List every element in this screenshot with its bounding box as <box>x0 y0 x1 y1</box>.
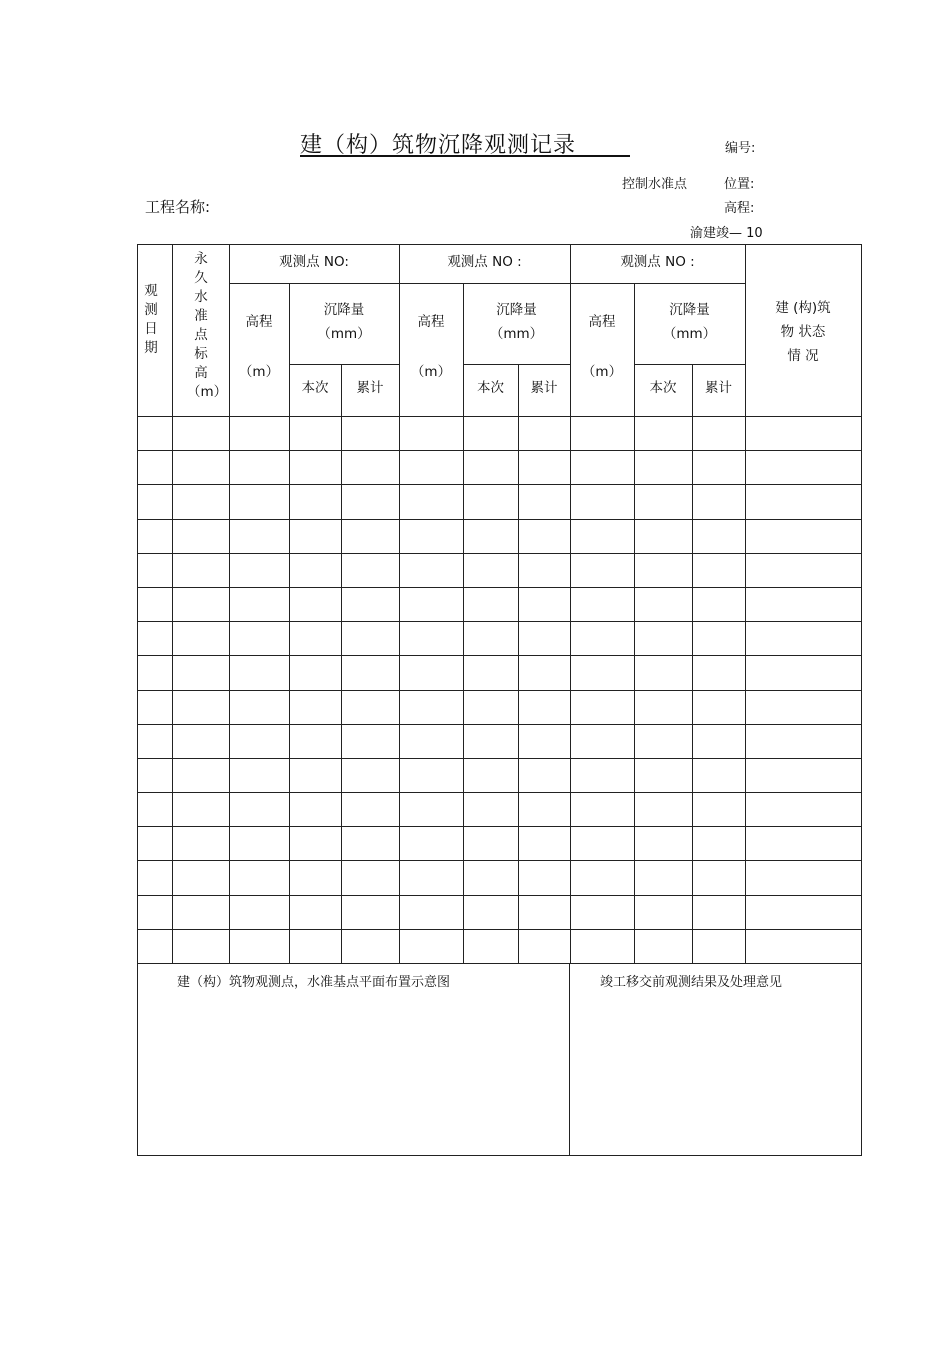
date-header-char: 日 <box>144 321 158 337</box>
observation-point-header: 观测点 NO: <box>279 254 349 270</box>
group-subheader-line <box>570 283 745 284</box>
position-label: 位置: <box>724 177 755 192</box>
settlement-subheader-line <box>463 364 570 365</box>
observation-point-header: 观测点 NO : <box>620 254 695 270</box>
current-settlement-header: 本次 <box>477 380 504 396</box>
benchmark-header-char: （m） <box>187 384 228 400</box>
status-line: 情 况 <box>787 348 819 364</box>
settlement-unit: （mm） <box>662 326 717 342</box>
date-header-char: 测 <box>144 302 158 318</box>
column-line <box>692 364 693 963</box>
cumulative-settlement-header: 累计 <box>530 380 558 396</box>
current-settlement-header: 本次 <box>649 380 677 396</box>
elevation-label: 高程: <box>724 201 755 216</box>
date-header-char: 期 <box>144 340 158 356</box>
table-row-line <box>137 963 862 964</box>
elevation-unit: （m） <box>410 364 452 380</box>
serial-number-label: 编号: <box>725 141 756 156</box>
benchmark-header-char: 久 <box>194 270 208 286</box>
project-name-label: 工程名称: <box>145 198 211 216</box>
table-right-border <box>861 244 862 964</box>
current-settlement-header: 本次 <box>301 380 329 396</box>
header-bottom-border <box>137 416 862 417</box>
settlement-subheader-line <box>634 364 745 365</box>
status-line: 建 (构)筑 <box>775 300 831 316</box>
table-row-line <box>137 792 862 793</box>
table-row-line <box>137 519 862 520</box>
table-row-line <box>137 655 862 656</box>
table-row-line <box>137 484 862 485</box>
table-top-border <box>137 244 862 245</box>
table-row-line <box>137 895 862 896</box>
table-row-line <box>137 621 862 622</box>
table-row-line <box>137 553 862 554</box>
benchmark-header-char: 点 <box>194 327 208 343</box>
table-left-border <box>137 244 138 1156</box>
group-subheader-line <box>229 283 399 284</box>
table-row-line <box>137 450 862 451</box>
table-row-line <box>137 860 862 861</box>
table-row-line <box>137 826 862 827</box>
observation-date-header <box>141 282 161 358</box>
group-subheader-line <box>399 283 570 284</box>
elevation-header: 高程 <box>245 314 273 330</box>
table-right-border <box>861 963 862 1156</box>
column-line <box>399 244 400 963</box>
benchmark-header-char: 水 <box>194 289 208 305</box>
control-point-label: 控制水准点 <box>622 177 688 192</box>
date-header-char: 观 <box>144 283 158 299</box>
benchmark-header-char: 永 <box>194 251 208 267</box>
elevation-unit: （m） <box>581 364 623 380</box>
cumulative-settlement-header: 累计 <box>705 380 732 396</box>
column-line <box>229 244 230 963</box>
form-code: 渝建竣— 10 <box>690 226 763 241</box>
column-line <box>518 364 519 963</box>
table-row-line <box>137 929 862 930</box>
table-row-line <box>137 587 862 588</box>
title-underline <box>300 155 630 157</box>
settlement-header: 沉降量 <box>669 302 710 318</box>
settlement-subheader-line <box>289 364 399 365</box>
column-line <box>341 364 342 963</box>
settlement-unit: （mm） <box>489 326 544 342</box>
settlement-header: 沉降量 <box>323 302 365 318</box>
table-row-line <box>137 690 862 691</box>
column-line <box>570 244 571 963</box>
footer-divider <box>569 963 570 1156</box>
benchmark-header-char: 准 <box>194 308 208 324</box>
benchmark-header-char: 标 <box>194 346 208 362</box>
table-row-line <box>137 758 862 759</box>
observation-point-header: 观测点 NO : <box>447 254 522 270</box>
column-line <box>745 244 746 963</box>
benchmark-elevation-header <box>187 250 228 402</box>
building-status-header <box>748 296 858 368</box>
column-line <box>172 244 173 963</box>
observation-result-label: 竣工移交前观测结果及处理意见 <box>600 975 783 990</box>
elevation-header: 高程 <box>417 314 445 330</box>
benchmark-header-char: 高 <box>194 365 208 381</box>
status-line: 物 状态 <box>780 324 826 340</box>
settlement-unit: （mm） <box>317 326 371 342</box>
cumulative-settlement-header: 累计 <box>356 380 384 396</box>
layout-diagram-label: 建（构）筑物观测点，水准基点平面布置示意图 <box>177 975 451 990</box>
page-title: 建（构）筑物沉降观测记录 <box>300 133 577 158</box>
table-bottom-border <box>137 1155 862 1156</box>
settlement-header: 沉降量 <box>496 302 537 318</box>
elevation-unit: （m） <box>238 364 280 380</box>
table-row-line <box>137 724 862 725</box>
elevation-header: 高程 <box>588 314 616 330</box>
